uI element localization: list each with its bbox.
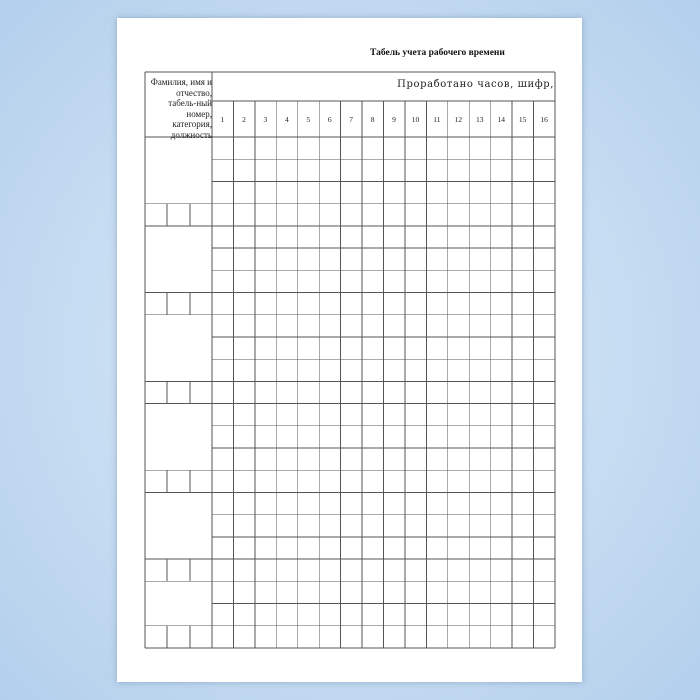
day-number-label: 4 <box>284 115 289 124</box>
document-title: Табель учета рабочего времени <box>370 48 505 58</box>
day-number-label: 3 <box>263 115 268 124</box>
day-number-label: 10 <box>411 115 420 124</box>
day-number-label: 8 <box>370 115 375 124</box>
day-number-label: 11 <box>433 115 441 124</box>
day-number-label: 1 <box>220 115 225 124</box>
day-number-label: 7 <box>349 115 353 124</box>
day-number-label: 5 <box>306 115 311 124</box>
day-number-label: 12 <box>454 115 463 124</box>
day-number-label: 6 <box>327 115 332 124</box>
day-number-label: 2 <box>242 115 246 124</box>
day-number-label: 16 <box>540 115 548 124</box>
day-number-label: 15 <box>518 115 527 124</box>
day-number-label: 14 <box>497 115 505 124</box>
name-column-header: Фамилия, имя и отчество, табель-ный номер, категория, должность <box>150 77 212 140</box>
day-number-label: 13 <box>476 115 484 124</box>
hours-worked-header: Проработано часов, шифр, <box>397 79 554 90</box>
day-number-label: 9 <box>392 115 396 124</box>
